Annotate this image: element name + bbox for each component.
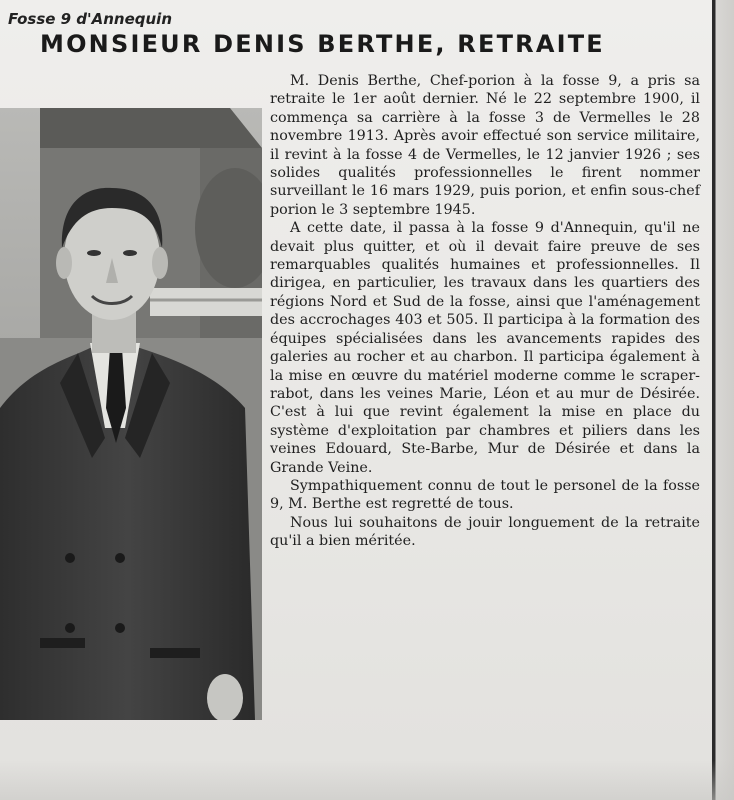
page-shadow <box>0 760 734 800</box>
paragraph-fosse-9: A cette date, il passa à la fosse 9 d'Annequin, qu'il ne devait plus quitter, et où il devait faire preuve de ses remarquables qualités humaines et professionnelles. Il dirigea, en particulier, les travaux dans les quartiers des régions Nord et Sud de la fosse, ainsi que l'aménagement des accrochages 403 et 505. Il participa à la formation des équipes spécialisées dans les avancements rapides des galeries au rocher et au charbon. Il participa également à la mise en œuvre du matériel moderne comme le scraper-rabot, dans les veines Marie, Léon et au mur de Désirée. C'est à lui que revint également la mise en place du système d'exploitation par chambres et piliers dans les veines Edouard, Ste-Barbe, Mur de Désirée et dans la Grande Veine. <box>270 220 700 476</box>
article-body <box>270 72 700 551</box>
article-headline: MONSIEUR DENIS BERTHE, RETRAITE <box>40 30 605 58</box>
paragraph-sympathy: Sympathiquement connu de tout le personel de la fosse 9, M. Berthe est regretté de tous. <box>270 477 700 513</box>
page-spine <box>712 0 734 800</box>
paragraph-career: M. Denis Berthe, Chef-porion à la fosse 9, a pris sa retraite le 1er août dernier. Né le 22 septembre 1900, il commença sa carrière à la fosse 3 de Vermelles le 28 novembre 1913. Après avoir effectué son service militaire, il revint à la fosse 4 de Vermelles, le 12 janvier 1926 ; ses solides qualités professionnelles le firent nommer surveillant le 16 mars 1929, puis porion, et enfin sous-chef porion le 3 septembre 1945. <box>270 73 700 218</box>
section-kicker: Fosse 9 d'Annequin <box>8 10 173 28</box>
paragraph-wishes: Nous lui souhaitons de jouir longuement de la retraite qu'il a bien méritée. <box>270 514 700 550</box>
portrait-image <box>0 108 262 720</box>
portrait-photo <box>0 108 262 720</box>
